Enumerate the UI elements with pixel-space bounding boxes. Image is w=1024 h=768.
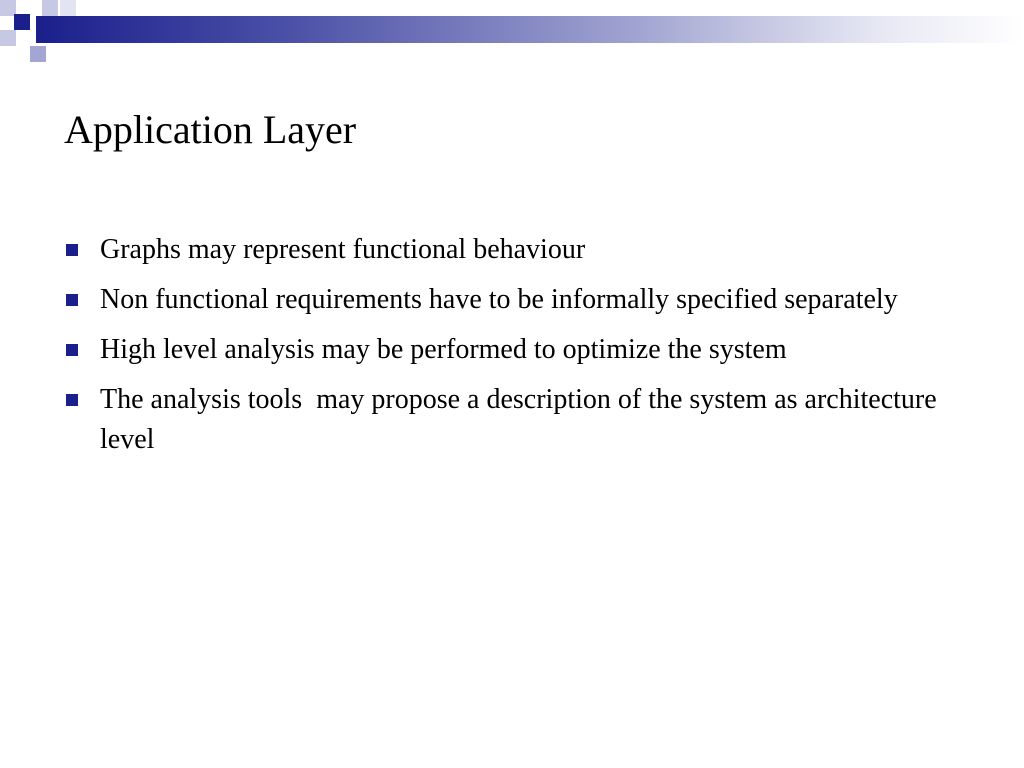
bullet-item <box>64 380 984 460</box>
bullet-text: Graphs may represent functional behaviour <box>100 234 586 265</box>
decor-square <box>42 0 58 16</box>
square-bullet-icon <box>66 244 78 256</box>
header-gradient-bar <box>36 16 1024 43</box>
decor-square <box>14 14 30 30</box>
bullet-list <box>64 230 984 470</box>
decor-square <box>30 46 46 62</box>
square-bullet-icon <box>66 344 78 356</box>
bullet-text: The analysis tools may propose a description of the system as architecture level <box>100 384 944 455</box>
square-bullet-icon <box>66 294 78 306</box>
bullet-item <box>64 230 984 270</box>
bullet-text: Non functional requirements have to be informally specified separately <box>100 284 898 315</box>
decor-square <box>60 0 76 16</box>
decor-square <box>0 30 16 46</box>
bullet-item <box>64 330 984 370</box>
slide-title: Application Layer <box>64 107 357 152</box>
bullet-text: High level analysis may be performed to optimize the system <box>100 334 787 365</box>
square-bullet-icon <box>66 394 78 406</box>
bullet-item <box>64 280 984 320</box>
